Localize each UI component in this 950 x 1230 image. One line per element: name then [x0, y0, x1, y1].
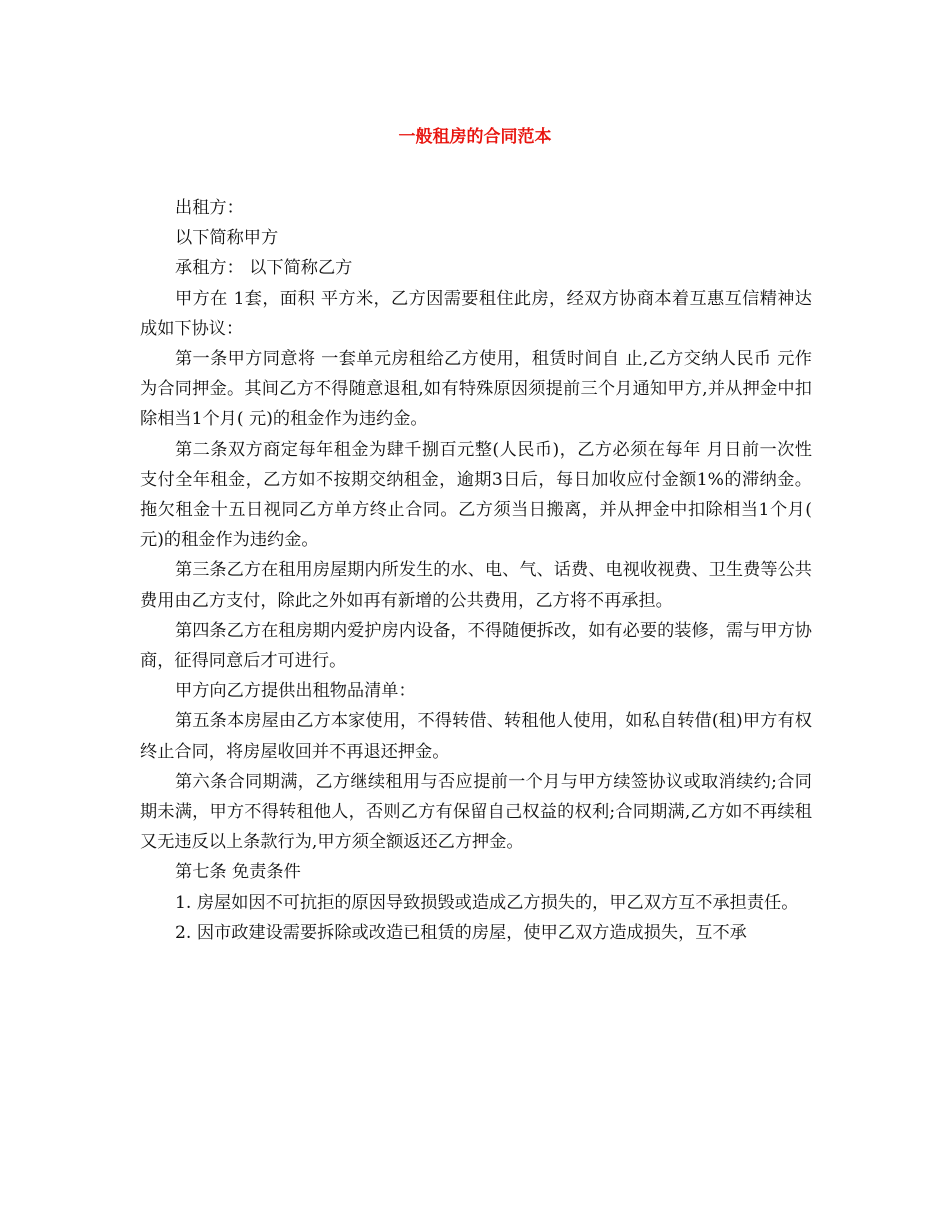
paragraph-item-list: 甲方向乙方提供出租物品清单： — [175, 681, 416, 702]
paragraph-party-a-alias: 以下简称甲方 — [175, 228, 279, 249]
paragraph-article-7-item-1: 1. 房屋如因不可抗拒的原因导致损毁或造成乙方损失的，甲乙双方互不承担责任。 — [175, 892, 799, 913]
document-body — [140, 193, 812, 948]
paragraph-article-1: 第一条甲方同意将 一套单元房租给乙方使用，租赁时间自 止,乙方交纳人民币 元作为合同押金。其间乙方不得随意退租,如有特殊原因须提前三个月通知甲方,并从押金中扣除相当1个月( 元)的租金作为违约金。 — [140, 349, 812, 430]
paragraph-article-6: 第六条合同期满，乙方继续租用与否应提前一个月与甲方续签协议或取消续约;合同期未满，甲方不得转租他人，否则乙方有保留自己权益的权利;合同期满,乙方如不再续租又无违反以上条款行为,甲方须全额返还乙方押金。 — [140, 771, 812, 853]
paragraph-preamble: 甲方在 1套，面积 平方米，乙方因需要租住此房，经双方协商本着互惠互信精神达成如下协议： — [140, 288, 812, 339]
paragraph-article-2: 第二条双方商定每年租金为肆千捌百元整(人民币)，乙方必须在每年 月日前一次性支付全年租金，乙方如不按期交纳租金，逾期3日后，每日加收应付金额1%的滞纳金。拖欠租金十五日视同乙方单方终止合同。乙方须当日搬离，并从押金中扣除相当1个月( 元)的租金作为违约金。 — [140, 439, 812, 551]
document-title: 一般租房的合同范本 — [398, 127, 552, 147]
paragraph-article-7-item-2: 2. 因市政建设需要拆除或改造已租赁的房屋，使甲乙双方造成损失，互不承 — [175, 922, 747, 943]
paragraph-article-4: 第四条乙方在租房期内爱护房内设备，不得随便拆改，如有必要的装修，需与甲方协商，征得同意后才可进行。 — [140, 620, 812, 672]
paragraph-article-5: 第五条本房屋由乙方本家使用，不得转借、转租他人使用，如私自转借(租)甲方有权终止合同，将房屋收回并不再退还押金。 — [140, 711, 812, 762]
paragraph-article-3: 第三条乙方在租用房屋期内所发生的水、电、气、话费、电视收视费、卫生费等公共费用由乙方支付，除此之外如再有新增的公共费用，乙方将不再承担。 — [140, 560, 812, 611]
paragraph-lessor: 出租方： — [175, 198, 244, 218]
paragraph-lessee: 承租方： 以下简称乙方 — [175, 258, 353, 279]
paragraph-article-7-heading: 第七条 免责条件 — [175, 862, 301, 883]
